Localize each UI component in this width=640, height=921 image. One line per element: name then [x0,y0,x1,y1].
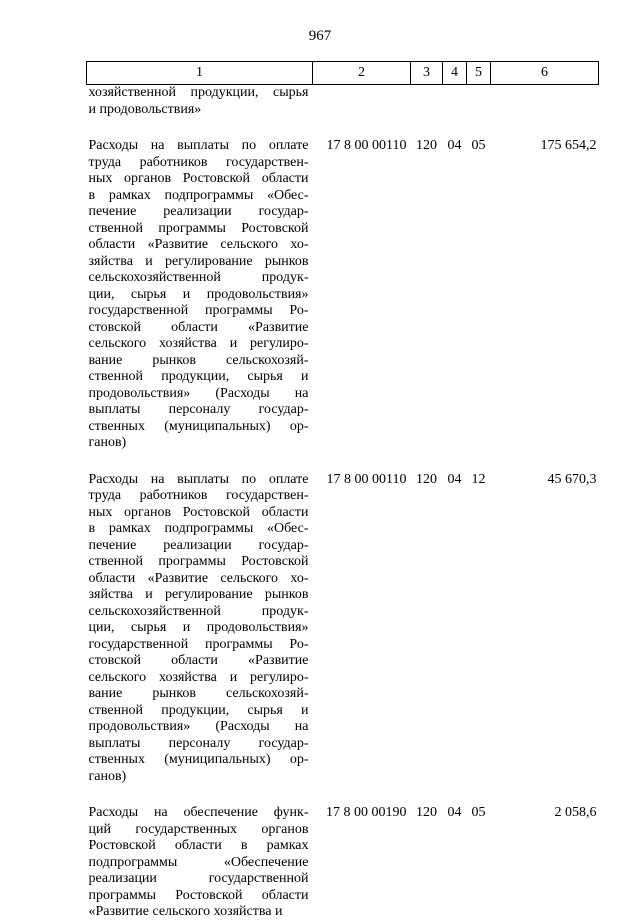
row-target-code: 17 8 00 00190 [326,805,407,820]
row-expense-type [411,85,443,119]
description-line: сельскохозяйственной продук- [88,270,309,285]
row-amount: 2 058,6 [554,805,597,820]
description-line: хозяйственной продукции, сырья [88,85,309,100]
header-col-1: 1 [87,62,313,85]
row-description [87,85,313,119]
description-line: вание рынков сельскохозяй- [88,686,309,701]
description-line: труда работников государствен- [88,488,309,503]
description-line: в рамках подпрограммы «Обес- [88,187,309,203]
description-line: государственной программы Ро- [88,303,309,318]
row-subsection: 05 [471,805,486,820]
description-line: ственной продукции, сырья и [88,702,309,718]
row-expense-type: 120 [416,805,437,820]
description-line: Расходы на выплаты по оплате [88,138,309,153]
table-row [87,85,599,119]
description-line: зяйства и регулирование рынков [88,587,309,602]
description-line: области «Развитие сельского хо- [88,570,309,586]
description-line: продовольствия» (Расходы на [88,719,309,734]
row-section: 04 [447,471,462,487]
header-col-4: 4 [443,62,467,85]
header-col-5: 5 [467,62,491,85]
description-line: сельского хозяйства и регулиро- [88,669,309,685]
description-line: Ростовской области в рамках [88,838,309,853]
description-line: печение реализации государ- [88,204,309,219]
row-target-code: 17 8 00 00110 [326,138,407,153]
description-line: государственной программы Ро- [88,636,309,652]
description-line: и продовольствия» [88,101,202,117]
row-description [87,118,313,452]
description-line: стовской области «Развитие [88,319,309,335]
budget-table [86,61,599,921]
row-amount: 45 670,3 [547,471,597,487]
row-subsection: 12 [471,471,486,487]
description-line: реализации государственной [88,871,309,886]
description-line: ственной программы Ростовской [88,554,309,569]
table-row [87,785,599,921]
table-row [87,452,599,786]
row-amount: 175 654,2 [540,138,597,153]
description-line: ственных (муниципальных) ор- [88,418,309,434]
description-line: ции, сырья и продовольствия» [88,620,309,635]
description-line: ственной программы Ростовской [88,220,309,236]
description-line: зяйства и регулирование рынков [88,253,309,269]
description-line: ственной продукции, сырья и [88,369,309,384]
description-line: в рамках подпрограммы «Обес- [88,521,309,536]
row-subsection: 05 [471,138,486,153]
description-line: ных органов Ростовской области [88,504,309,520]
description-line: ственных (муниципальных) ор- [88,752,309,767]
description-line: стовской области «Развитие [88,653,309,668]
description-line: печение реализации государ- [88,537,309,553]
description-line: подпрограммы «Обеспечение [88,854,309,870]
description-line: Расходы на обеспечение функ- [88,805,309,820]
description-line: вание рынков сельскохозяй- [88,352,309,368]
row-subsection [467,85,491,119]
description-line: продовольствия» (Расходы на [88,385,309,401]
row-section: 04 [447,138,462,153]
header-col-2: 2 [313,62,411,85]
row-target-code: 17 8 00 00110 [326,471,407,487]
row-expense-type: 120 [416,138,437,153]
description-line: сельскохозяйственной продук- [88,603,309,619]
description-line: программы Ростовской области [88,887,309,903]
row-section: 04 [447,805,462,820]
description-line: Расходы на выплаты по оплате [88,471,309,487]
description-line: ганов) [88,768,127,784]
row-target-code [313,85,411,119]
description-line: ций государственных органов [88,821,309,837]
header-col-6: 6 [491,62,599,85]
table-header-row [87,62,599,85]
row-section [443,85,467,119]
description-line: труда работников государствен- [88,154,309,170]
description-line: области «Развитие сельского хо- [88,237,309,252]
row-description [87,452,313,786]
description-line: сельского хозяйства и регулиро- [88,336,309,351]
table-row [87,118,599,452]
description-line: «Развитие сельского хозяйства и [88,904,283,919]
row-description [87,785,313,921]
description-line: выплаты персоналу государ- [88,735,309,751]
header-col-3: 3 [411,62,443,85]
row-amount [491,85,599,119]
description-line: выплаты персоналу государ- [88,402,309,417]
page-number: 967 [308,28,332,44]
description-line: ции, сырья и продовольствия» [88,286,309,302]
row-expense-type: 120 [416,471,437,487]
description-line: ганов) [88,435,127,450]
description-line: ных органов Ростовской области [88,171,309,186]
